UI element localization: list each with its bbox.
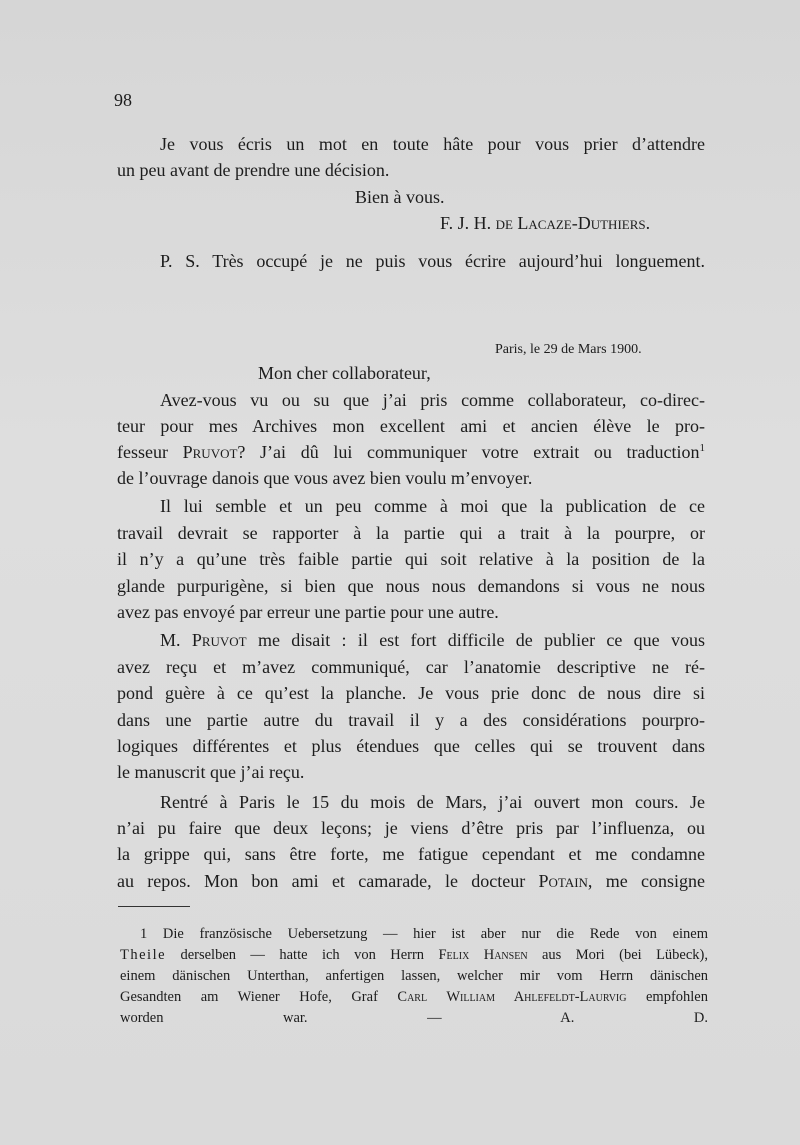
p3-line-4: dans une partie autre du travail il y a des considérations pourpro-	[117, 710, 705, 730]
p3-line-6: le manuscrit que j’ai reçu.	[117, 762, 305, 782]
p2-line-2: travail devrait se rapporter à la partie qui a trait à la pourpre, or	[117, 523, 705, 543]
footnote-line-1: 1 Die französische Uebersetzung — hier ist aber nur die Rede von einem	[140, 926, 708, 942]
p2-line-4: glande purpurigène, si bien que nous nous demandons si vous ne nous	[117, 576, 705, 596]
p3-line-2: avez reçu et m’avez communiqué, car l’anatomie descriptive ne ré-	[117, 657, 705, 677]
footnote-line-2: Theile derselben — hatte ich von Herrn Felix Hansen aus Mori (bei Lübeck),	[120, 947, 709, 963]
name-pruvot-2: Pruvot	[191, 630, 247, 650]
name-potain: Potain	[538, 871, 588, 891]
letter1-postscript: P. S. Très occupé je ne puis vous écrire aujourd’hui longuement.	[160, 251, 705, 271]
letter1-closing: Bien à vous.	[355, 187, 445, 207]
p4-line-3: la grippe qui, sans être forte, me fatigue cependant et me condamne	[117, 844, 705, 864]
p2-line-3: il n’y a qu’une très faible partie qui soit relative à la position de la	[117, 549, 705, 569]
p3-line-1: M. Pruvot me disait : il est fort difficile de publier ce que vous	[160, 630, 705, 650]
p1-line-2: teur pour mes Archives mon excellent ami et ancien élève le pro-	[117, 416, 705, 436]
footnote-line-5: worden war. — A. D.	[120, 1010, 708, 1026]
footnote-line-4: Gesandten am Wiener Hofe, Graf Carl William Ahlefeldt-Laurvig empfohlen	[120, 989, 708, 1005]
p2-line-1: Il lui semble et un peu comme à moi que la publication de ce	[160, 496, 705, 516]
footnote-line-3: einem dänischen Unterthan, anfertigen lassen, welcher mir vom Herrn dänischen	[120, 968, 708, 984]
p4-line-1: Rentré à Paris le 15 du mois de Mars, j’ai ouvert mon cours. Je	[160, 792, 705, 812]
letter2-salutation: Mon cher collaborateur,	[258, 363, 431, 383]
letter2-place-date: Paris, le 29 de Mars 1900.	[495, 342, 642, 357]
p4-line-4: au repos. Mon bon ami et camarade, le docteur Potain, me consigne	[117, 871, 705, 891]
letter1-line-1: Je vous écris un mot en toute hâte pour vous prier d’attendre	[160, 134, 705, 154]
footnote-marker: 1	[699, 442, 705, 454]
signature-name: de Lacaze-Duthiers.	[495, 213, 651, 233]
page-number: 98	[114, 90, 132, 110]
p2-line-5: avez pas envoyé par erreur une partie pour une autre.	[117, 602, 499, 622]
letter1-signature: F. J. H. de Lacaze-Duthiers.	[440, 213, 651, 233]
letter1-line-2: un peu avant de prendre une décision.	[117, 160, 390, 180]
p1-line-3: fesseur Pruvot? J’ai dû lui communiquer votre extrait ou traduction$^1$	[117, 442, 705, 462]
p1-line-4: de l’ouvrage danois que vous avez bien voulu m’envoyer.	[117, 468, 533, 488]
p3-line-3: pond guère à ce qu’est la planche. Je vous prie donc de nous dire si	[117, 683, 705, 703]
p1-line-1: Avez-vous vu ou su que j’ai pris comme collaborateur, co-direc-	[160, 390, 705, 410]
name-felix-hansen: Felix Hansen	[438, 947, 528, 963]
name-pruvot: Pruvot	[182, 442, 238, 462]
name-ahlefeldt: Carl William Ahlefeldt-Laurvig	[397, 989, 627, 1005]
p4-line-2: n’ai pu faire que deux leçons; je viens d’être pris par l’influenza, ou	[117, 818, 705, 838]
footnote-rule	[118, 906, 190, 907]
p3-line-5: logiques différentes et plus étendues que celles qui se trouvent dans	[117, 736, 705, 756]
